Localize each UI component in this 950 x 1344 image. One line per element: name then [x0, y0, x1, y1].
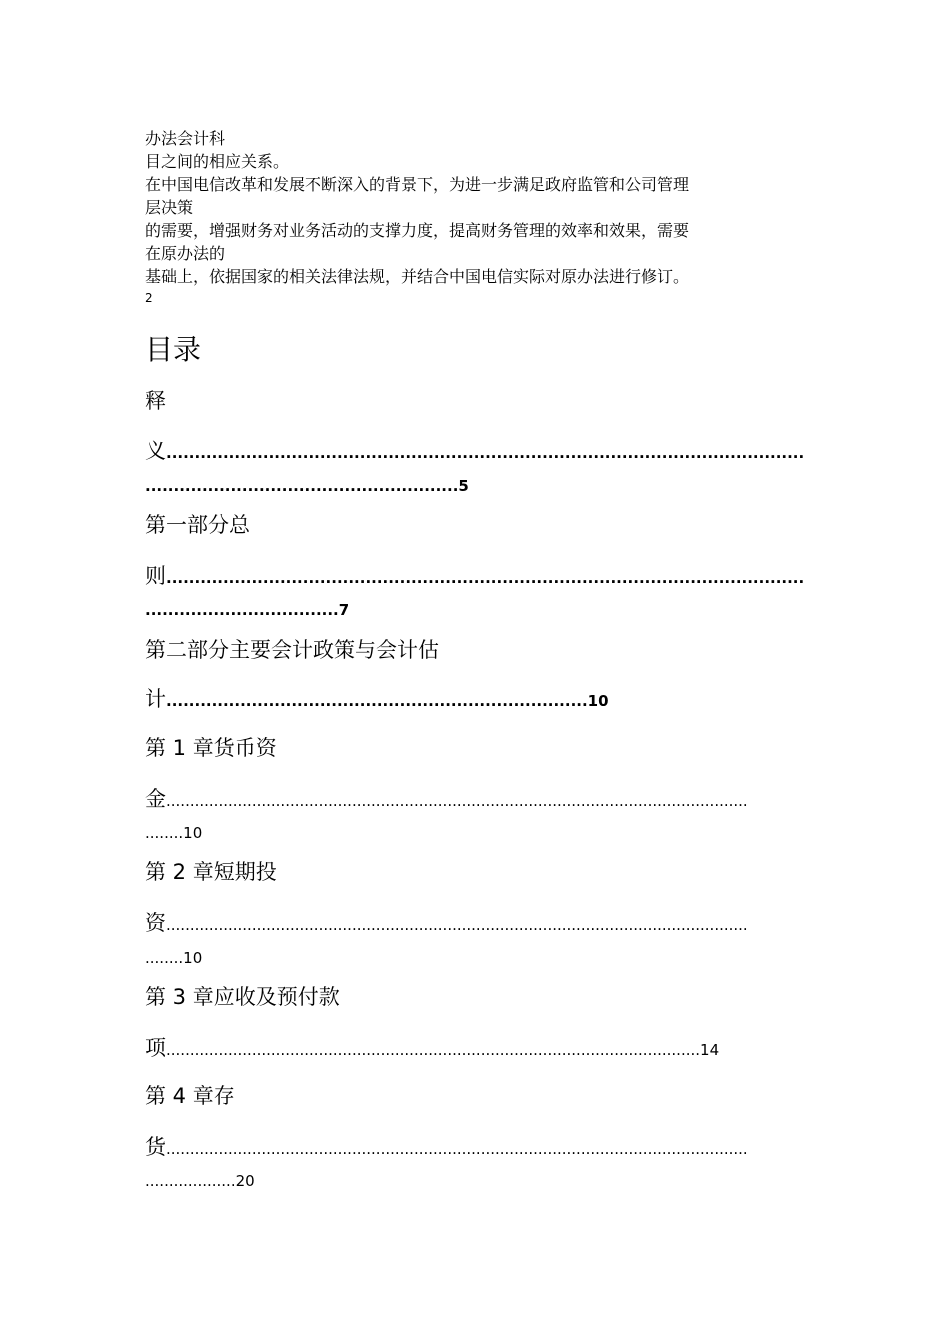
intro-line: 在原办法的: [145, 244, 226, 263]
toc-page-number: 10: [183, 824, 203, 842]
toc-page-number: 10: [587, 692, 609, 710]
toc-entry-heading: 第 3 章应收及预付款: [145, 985, 340, 1009]
toc-page-number: 7: [338, 601, 350, 619]
toc-leader-dots: ........: [145, 824, 184, 842]
toc-entry-continuation: [145, 823, 805, 843]
toc-entry-lead: 金: [145, 787, 166, 811]
toc-page-number: 5: [458, 477, 469, 495]
toc-entry-lead: 项: [145, 1036, 166, 1060]
toc-page-number: 20: [235, 1172, 255, 1190]
toc-entry-lead: 计: [145, 687, 166, 711]
toc-leader-dots: ..................................: [145, 601, 339, 619]
toc-leader-dots: ..........................................................................: [166, 692, 588, 710]
toc-entry-link[interactable]: [145, 436, 805, 468]
toc-entry-link[interactable]: [145, 684, 805, 716]
intro-line: 在中国电信改革和发展不断深入的背景下，为进一步满足政府监管和公司管理: [145, 175, 690, 194]
toc-entry-link[interactable]: [145, 1132, 805, 1164]
intro-line: 目之间的相应关系。: [145, 152, 290, 171]
intro-line: 办法会计科: [145, 129, 226, 148]
toc-entry-lead: 资: [145, 911, 166, 935]
toc-leader-dots: .......................................................: [145, 477, 459, 495]
intro-line: 的需要，增强财务对业务活动的支撑力度，提高财务管理的效率和效果，需要: [145, 221, 690, 240]
toc-page-number: 14: [700, 1041, 720, 1059]
toc-entry-lead: 则: [145, 564, 166, 588]
toc-entry-link[interactable]: [145, 908, 805, 940]
toc-entry-link[interactable]: [145, 561, 805, 593]
page-number: 2: [145, 291, 153, 305]
toc-leader-dots: ...................: [145, 1172, 236, 1190]
toc-entry-heading: 第二部分主要会计政策与会计估: [145, 638, 439, 662]
toc-page-number: 10: [183, 949, 203, 967]
toc-entry-heading: 第 1 章货币资: [145, 736, 277, 760]
toc-entry-continuation: [145, 600, 805, 620]
toc-entry-heading: 第 4 章存: [145, 1084, 235, 1108]
intro-line: 基础上，依据国家的相关法律法规，并结合中国电信实际对原办法进行修订。: [145, 267, 690, 286]
toc-entry-heading: 第 2 章短期投: [145, 860, 277, 884]
toc-leader-dots: ................................................................................................................: [166, 444, 805, 462]
toc-leader-dots: ..........................................................................................................................: [166, 792, 748, 810]
toc-entry-lead: 义: [145, 439, 166, 463]
toc-entry-continuation: [145, 948, 805, 968]
toc-entry-link[interactable]: [145, 1033, 805, 1065]
toc-leader-dots: ..........................................................................................................................: [166, 1140, 748, 1158]
toc-leader-dots: ................................................................................................................: [166, 569, 805, 587]
toc-leader-dots: ..........................................................................................................................: [166, 916, 748, 934]
toc-leader-dots: ................................................................................................................: [166, 1041, 701, 1059]
toc-entry-link[interactable]: [145, 784, 805, 816]
toc-entry-continuation: [145, 476, 805, 496]
toc-leader-dots: ........: [145, 949, 184, 967]
toc-title: 目录: [145, 333, 202, 366]
toc-entry-heading: 释: [145, 389, 166, 413]
intro-line: 层决策: [145, 198, 194, 217]
toc-entry-heading: 第一部分总: [145, 513, 250, 537]
toc-entry-lead: 货: [145, 1135, 166, 1159]
intro-paragraph: [145, 127, 825, 306]
toc-entry-continuation: [145, 1171, 805, 1191]
